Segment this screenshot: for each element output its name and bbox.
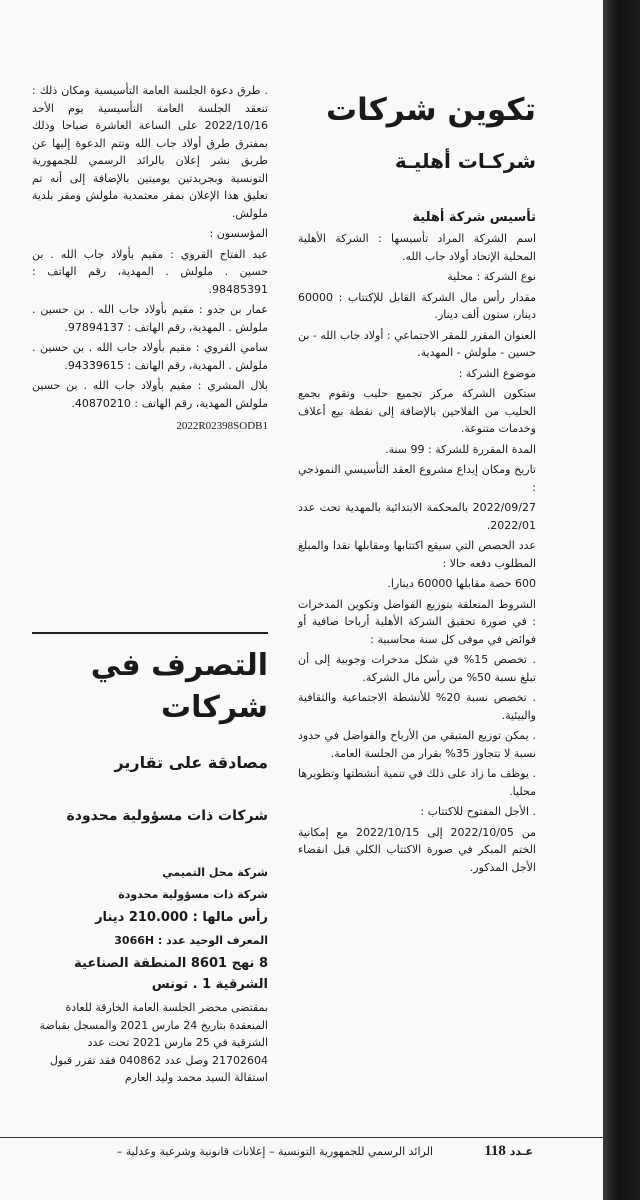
company-name: شركة محل التميمي [162, 866, 268, 879]
paragraph: عبد الفتاح القروي : مقيم بأولاد جاب الله . بن حسين . ملولش . المهدية، رقم الهاتف : 98485391. [32, 247, 268, 296]
paragraph: عمار بن جدو : مقيم بأولاد جاب الله . بن حسين . ملولش . المهدية، رقم الهاتف : 97894137. [32, 303, 268, 334]
section-management [32, 645, 268, 1090]
paragraph: مقدار رأس مال الشركة القابل للإكتتاب : 60000 دينار، ستون ألف دينار. [298, 290, 536, 321]
paragraph: الشروط المتعلقة بتوزيع الفواضل وتكوين المدخرات : في صورة تحقيق الشركة الأهلية أرباحا صافية أو فوائض في موفى كل سنة محاسبية : [298, 597, 536, 646]
paragraph: العنوان المقرر للمقر الاجتماعي : أولاد جاب الله - بن حسين - ملولش - المهدية. [297, 328, 536, 359]
issue-label: عـدد [509, 1145, 533, 1158]
page-edge-shadow [603, 0, 640, 1200]
paragraph: بلال المشري : مقيم بأولاد جاب الله . بن حسين ملولش المهدية، رقم الهاتف : 40870210. [32, 379, 268, 410]
footer-divider [0, 1137, 603, 1138]
paragraph: المؤسسون : [209, 227, 268, 240]
paragraph: 600 حصة مقابلها 60000 دينارا. [387, 577, 536, 590]
paragraph: نوع الشركة : محلية [447, 270, 536, 283]
paragraph: عدد الحصص التي سيقع اكتتابها ومقابلها نقدا والمبلغ المطلوب دفعه حالا : [298, 539, 536, 570]
company-identifier: المعرف الوحيد عدد : 3066H [114, 934, 268, 947]
paragraph: تاريخ ومكان إيداع مشروع العقد التأسيسي النموذجي : [298, 463, 536, 494]
company-capital: رأس مالها : 210.000 دينار [95, 910, 268, 925]
paragraph: اسم الشركة المراد تأسيسها : الشركة الأهلية المحلية الإتحاد أولاد جاب الله. [298, 232, 536, 263]
section2-category: شركات ذات مسؤولية محدودة [66, 808, 268, 824]
right-column [298, 82, 536, 879]
article-heading: تأسيس شركة أهلية [412, 210, 536, 225]
paragraph: . يمكن توزيع المتبقي من الأرباح والفواضل في حدود نسبة لا تتجاوز 35% بقرار من الجلسة العامة. [298, 729, 536, 760]
paragraph: . يوظف ما زاد على ذلك في تنمية أنشطتها وتطويرها محليا. [298, 767, 536, 798]
section-divider [32, 632, 268, 634]
paragraph: المدة المقررة للشركة : 99 سنة. [385, 442, 536, 456]
paragraph: ستكون الشركة مركز تجميع حليب وتقوم بجمع الحليب من الفلاحين بالإضافة إلى نقطة بيع أعلاف وخدمات متنوعة. [298, 387, 536, 435]
subsection-title: شركـات أهليـة [394, 149, 536, 173]
company-type: شركة ذات مسؤولية محدودة [118, 888, 268, 901]
paragraph: من 2022/10/05 إلى 2022/10/15 مع إمكانية الختم المبكر في صورة الاكتتاب الكلي قبل انقضاء الأجل المذكور. [298, 825, 536, 874]
footer-text: الرائد الرسمي للجمهورية التونسية – إعلانات قانونية وشرعية وعدلية – [116, 1145, 433, 1158]
section-title: تكوين شركات [325, 92, 536, 128]
section2-title: التصرف في شركات [90, 648, 268, 725]
reference-code: 2022R02398SODB1 [176, 420, 268, 432]
section2-subtitle: مصادقة على تقارير [114, 753, 268, 772]
paragraph: . تخصص نسبة 20% للأنشطة الاجتماعية والثقافية والبيئية. [298, 691, 536, 722]
issue-number [484, 1143, 533, 1160]
paragraph: . طرق دعوة الجلسة العامة التأسيسية ومكان ذلك : تنعقد الجلسة العامة التأسيسية يوم الأحد 2022/10/16 على الساعة العاشرة صباحا وذلك بمفترق طرق أولاد جاب الله وتتم الدعوة إليها عن طريق نشر إعلان بالرائد الرسمي للجمهورية التونسية وبجريدتين يوميتين بالإضافة إلى أنه تم تعليق هذا الإعلان بمقر معتمدية ملولش ومقر بلدية ملولش. [32, 84, 268, 220]
issue-value: 118 [484, 1143, 506, 1159]
paragraph: . الأجل المفتوح للاكتتاب : [420, 805, 536, 818]
page-footer [0, 1143, 603, 1165]
left-paragraphs [32, 82, 268, 412]
section2-body: بمقتضى محضر الجلسة العامة الخارقة للعادة المنعقدة بتاريخ 24 مارس 2021 والمسجل بقباضة الشرقية في 25 مارس 2021 تحت عدد 21702604 وصل عدد 040862 فقد تقرر قبول استقالة السيد محمد وليد العارم [39, 1001, 268, 1084]
paragraph: موضوع الشركة : [458, 366, 536, 380]
right-paragraphs [298, 230, 536, 876]
company-address: 8 نهج 8601 المنطقة الصناعية الشرقية 1 . تونس [74, 956, 268, 992]
paragraph: سامي القروي : مقيم بأولاد جاب الله . بن حسين . ملولش . المهدية، رقم الهاتف : 94339615. [32, 341, 268, 372]
left-column [32, 82, 268, 432]
paragraph: . تخصص 15% في شكل مدخرات وجوبية إلى أن تبلغ نسبة 50% من رأس مال الشركة. [298, 653, 536, 684]
paragraph: 2022/09/27 بالمحكمة الابتدائية بالمهدية تحت عدد 2022/01. [298, 501, 536, 532]
